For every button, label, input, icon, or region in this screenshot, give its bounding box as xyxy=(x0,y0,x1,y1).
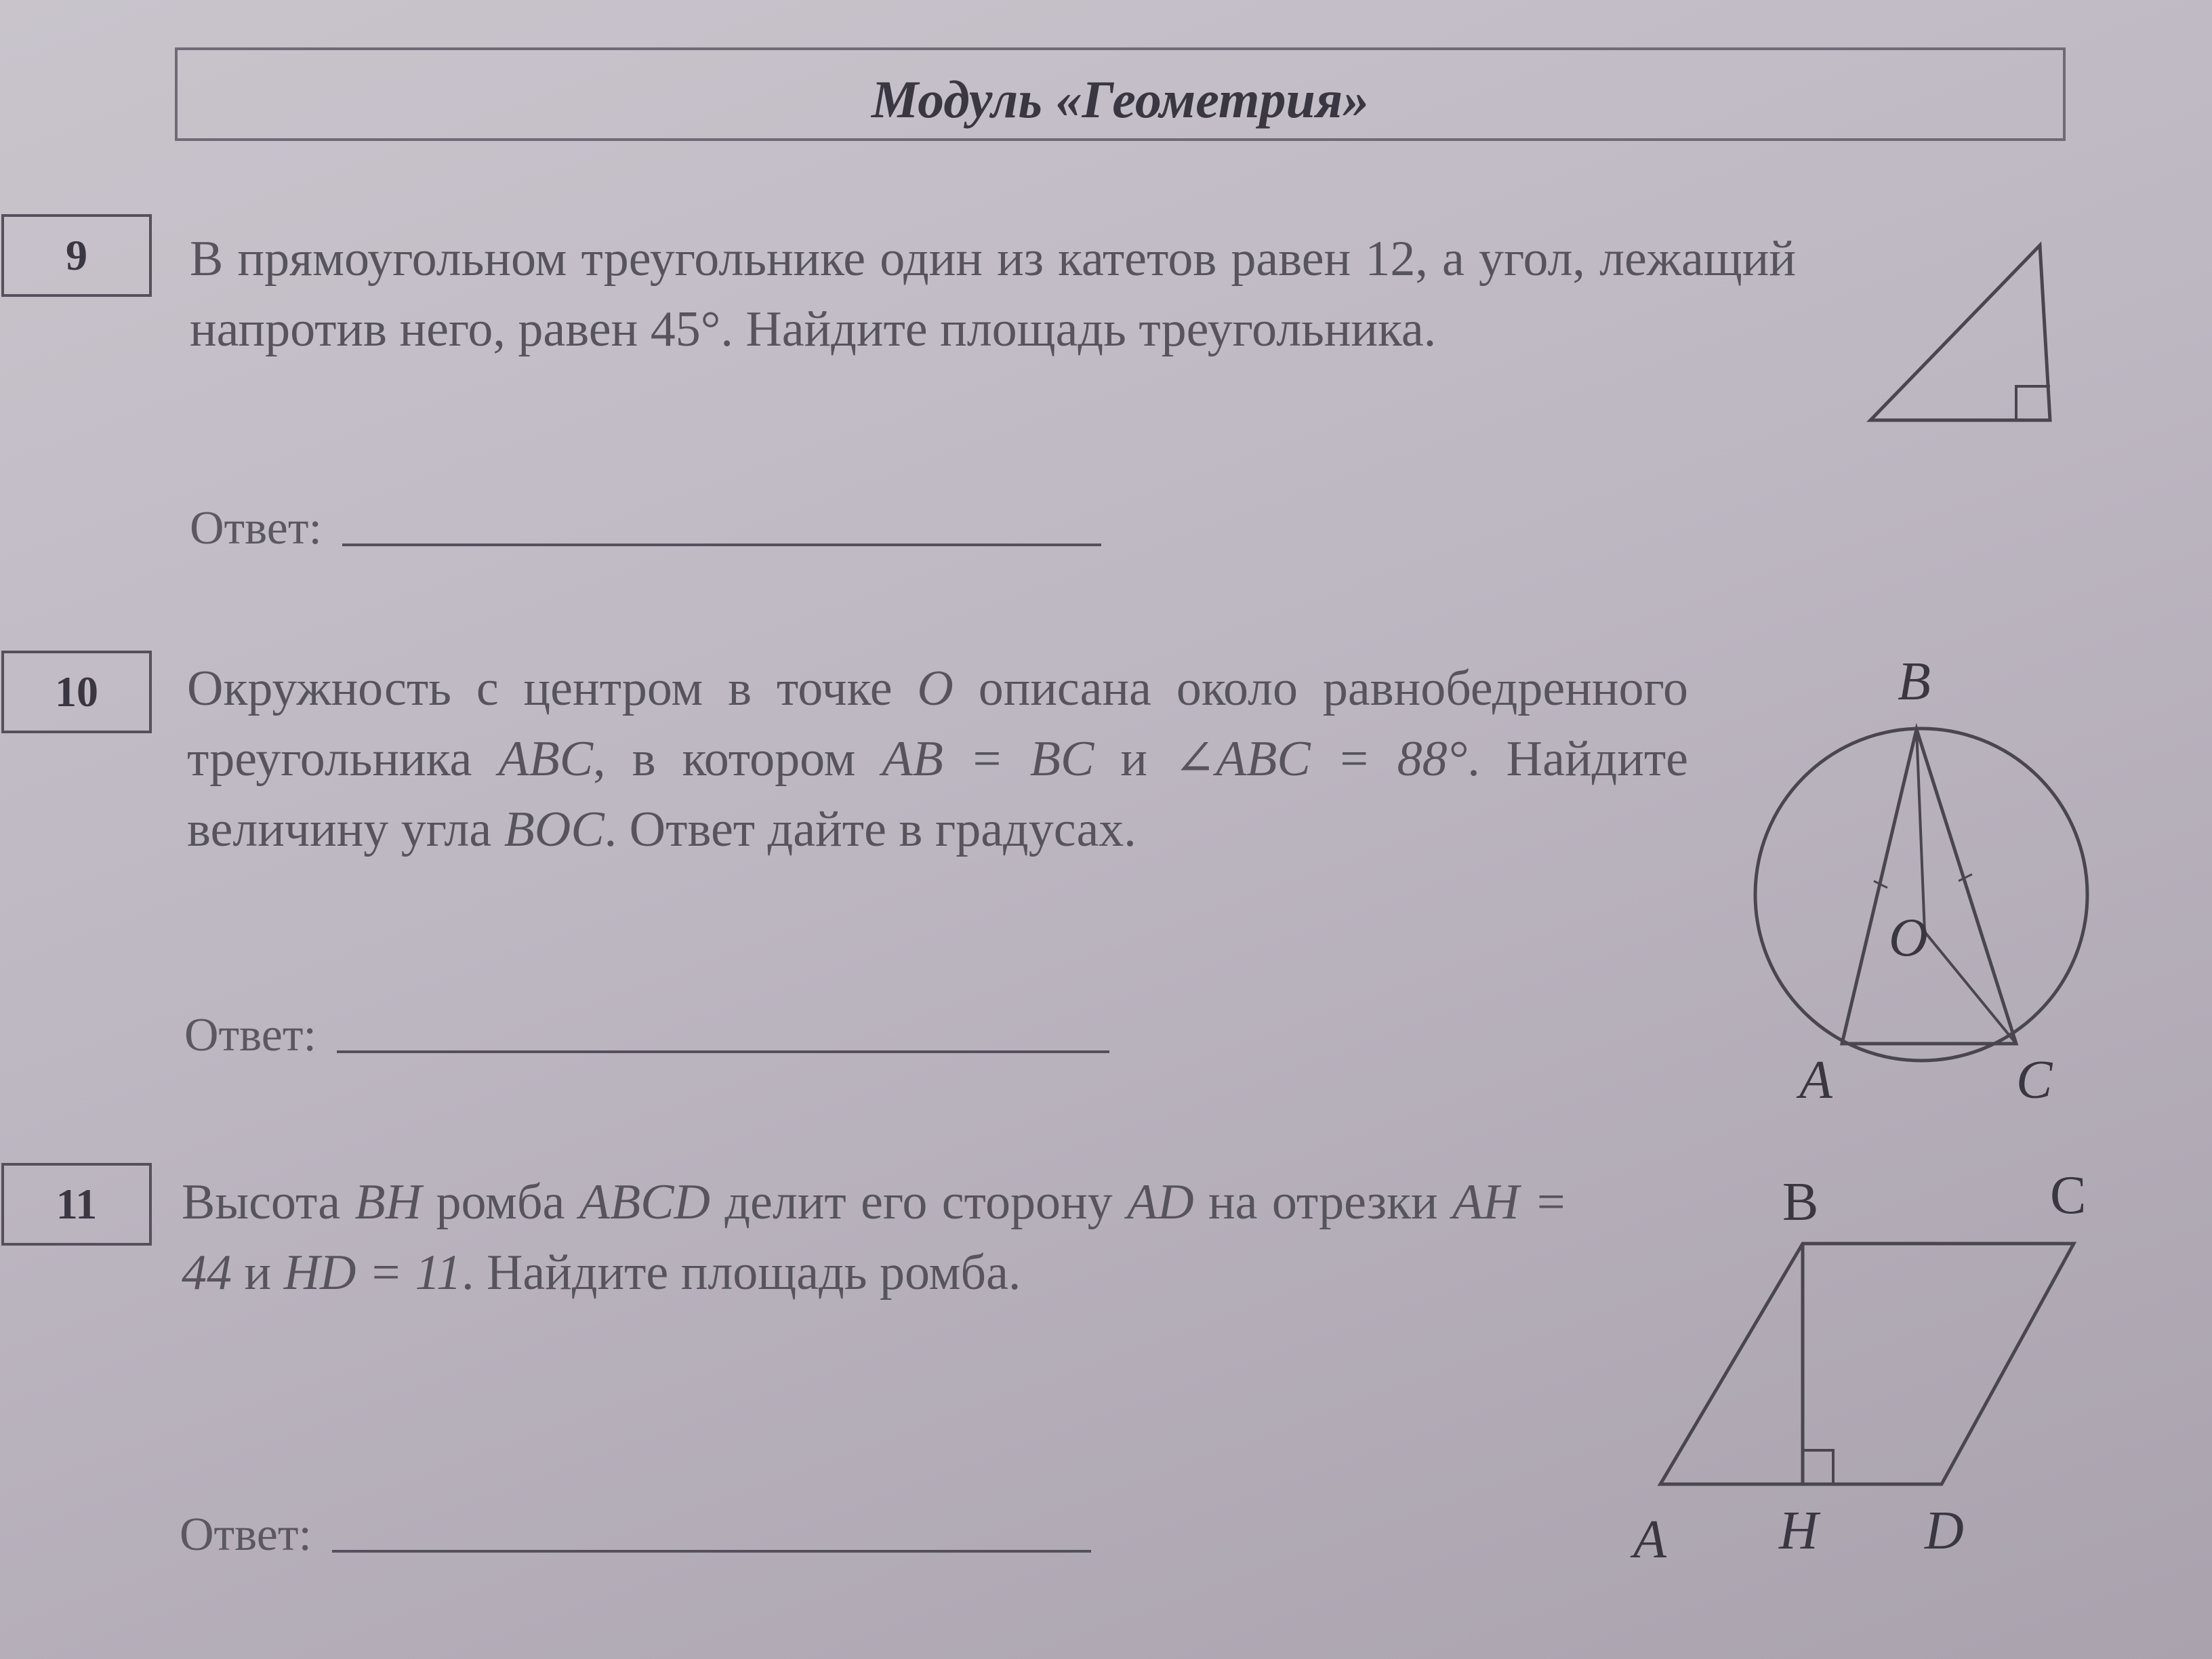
label-B: B xyxy=(1782,1172,1819,1232)
task-11-answer xyxy=(180,1508,1091,1562)
label-O: O xyxy=(1889,908,1928,968)
task-10-answer-label: Ответ: xyxy=(184,1009,316,1061)
label-D: D xyxy=(1925,1501,1964,1561)
label-A: A xyxy=(1633,1510,1666,1570)
module-title: Модуль «Геометрия» xyxy=(871,70,1370,129)
task-10-text: Окружность с центром в точке O описана около равнобедренного треугольника ABC, в котором AB = BC и ∠ABC = 88°. Найдите величину угла BOC. Ответ дайте в градусах. xyxy=(187,661,1689,857)
label-C: C xyxy=(2016,1050,2053,1110)
task-11-answer-label: Ответ: xyxy=(180,1509,312,1561)
task-9-text: В прямоугольном треугольнике один из катетов равен 12, а угол, лежащий напротив него, равен 45°. Найдите площадь треугольника. xyxy=(190,231,1796,357)
task-9-answer-label: Ответ: xyxy=(190,502,322,554)
task-11-answer-field[interactable] xyxy=(332,1550,1091,1553)
label-A: A xyxy=(1799,1050,1832,1110)
label-B: B xyxy=(1898,652,1931,712)
task-11-text: Высота BH ромба ABCD делит его сторону AD на отрезки AH = 44 и HD = 11. Найдите площадь ромба. xyxy=(182,1174,1568,1300)
label-C: C xyxy=(2050,1166,2087,1225)
task-11-number: 11 xyxy=(1,1163,152,1246)
label-H: H xyxy=(1779,1501,1818,1561)
task-9-number: 9 xyxy=(1,214,152,297)
task-10-number: 10 xyxy=(1,651,152,733)
